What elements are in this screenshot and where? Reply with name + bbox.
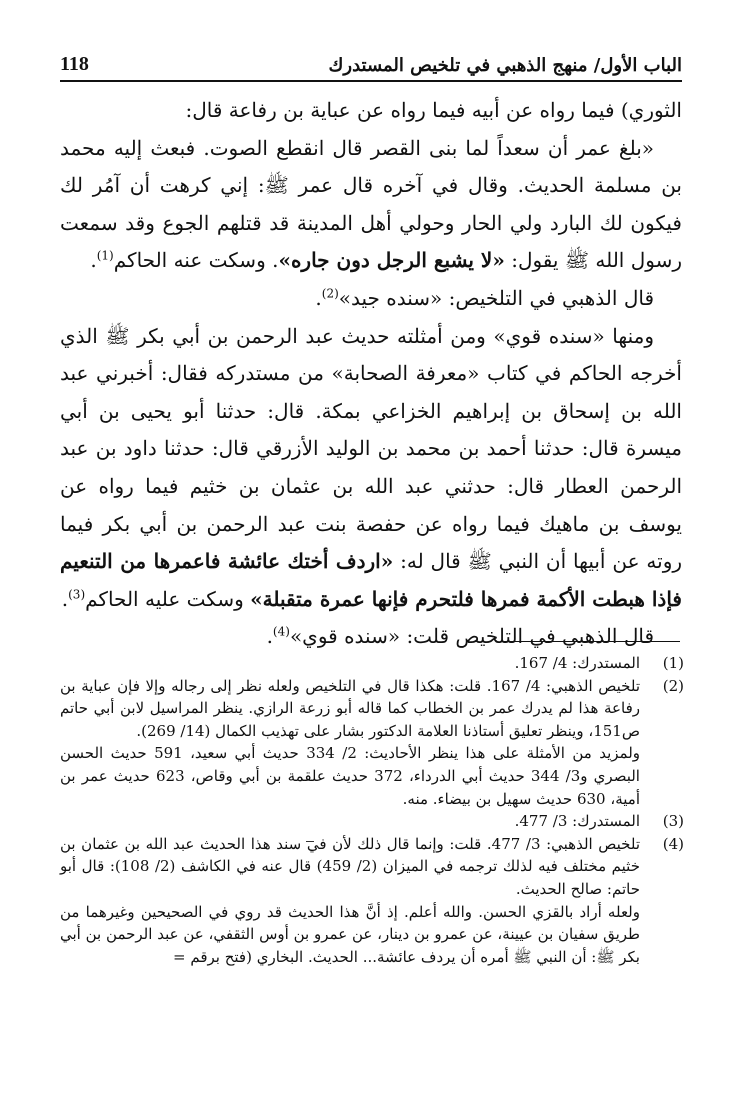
hadith-quote: «اردف أختك عائشة فاعمرها من التنعيم فإذا هبطت الأكمة فمرها فلتحرم فإنها عمرة متقبلة»	[60, 549, 682, 611]
paragraph-4: ومنها «سنده قوي» ومن أمثلته حديث عبد الرحمن بن أبي بكر ﷺ الذي أخرجه الحاكم في كتاب «معرفة الصحابة» من مستدركه فقال: أخبرني عبد الله بن إسحاق بن إبراهيم الخزاعي بمكة. قال: حدثنا أبو يحيى بن أبي ميسرة قال: حدثنا أحمد بن محمد بن الوليد الأزرقي قال: حدثنا داود بن عبد الرحمن العطار قال: حدثني عبد الله بن عثمان بن خثيم فيما رواه عن يوسف بن ماهيك فيما رواه عن حفصة بنت عبد الرحمن بن أبي بكر فيما روته عن أبيها أن النبي ﷺ قال له: «اردف أختك عائشة فاعمرها من التنعيم فإذا هبطت الأكمة فمرها فلتحرم فإنها عمرة متقبلة» وسكت عليه الحاكم$^{(3)}$.	[60, 323, 683, 611]
paragraph-2: «بلغ عمر أن سعداً لما بنى القصر قال انقطع الصوت. فبعث إليه محمد بن مسلمة الحديث. وقال في آخره قال عمر ﷺ: إني كرهت أن آمُر لك فيكون لك البارد ولي الحار وحولي أهل المدينة قد قتلهم الجوع وقد سمعت رسول الله ﷺ يقول: «لا يشبع الرجل دون جاره». وسكت عنه الحاكم$^{(1)}$.	[60, 135, 682, 273]
footnote-text: تلخيص الذهبي: 3/ 477. قلت: وإنما قال ذلك لأن في سند هذا الحديث عبد الله بن عثمان بن خثيم مختلف فيه لذلك ترجمه في الميزان (2/ 459) قال عنه في الكاشف (2/ 108): قال أبو حاتم: صالح الحديث.	[60, 834, 641, 898]
footnote-number: (4)	[662, 834, 684, 853]
running-title: الباب الأول/ منهج الذهبي في تلخيص المستدرك	[328, 55, 682, 76]
footnote-3	[60, 810, 684, 833]
page-header	[60, 42, 682, 82]
paragraph-1: الثوري) فيما رواه عن أبيه فيما رواه عن عباية بن رفاعة قال:	[185, 98, 682, 122]
footnote-ref-1: (1)	[96, 248, 114, 263]
page-number: 118	[60, 53, 89, 75]
footnote-number: (2)	[662, 676, 684, 695]
footnotes	[60, 652, 684, 968]
footnote-number: (3)	[662, 812, 684, 831]
footnote-text-continued: ولمزيد من الأمثلة على هذا ينظر الأحاديث: 2/ 334 حديث أبي سعيد، 591 حديث الحسن البصري و3/ 344 حديث أبي الدرداء، 372 حديث علقمة بن أبي وقاص، 623 حديث عمر بن أمية، 630 حديث سهيل بن بيضاء. منه.	[60, 744, 641, 808]
footnote-number: (1)	[662, 654, 684, 672]
footnote-text: المستدرك: 3/ 477.	[514, 812, 640, 831]
footnote-text: المستدرك: 4/ 167.	[514, 654, 640, 672]
footnote-ref-4: (4)	[272, 624, 290, 639]
footnote-divider	[500, 641, 680, 642]
footnote-text: تلخيص الذهبي: 4/ 167. قلت: هكذا قال في التلخيص ولعله نظر إلى رجاله وإلا فإن عباية بن رفاعة هذا لم يدرك عمر بن الخطاب كما قاله أبو زرعة الرازي. ينظر المراسيل لابن أبي حاتم ص151، وينظر تعليق أستاذنا العلامة الدكتور بشار على تهذيب الكمال (14/ 269).	[60, 676, 640, 740]
footnote-1	[60, 652, 684, 675]
stray-mark	[306, 841, 314, 842]
footnote-ref-2: (2)	[321, 286, 339, 301]
footnote-ref-3: (3)	[68, 587, 86, 602]
paragraph-5: قال الذهبي في التلخيص قلت: «سنده قوي»$^{(4)}$.	[266, 624, 654, 649]
paragraph-3: قال الذهبي في التلخيص: «سنده جيد»$^{(2)}$.	[315, 285, 654, 310]
hadith-quote: «لا يشبع الرجل دون جاره»	[278, 248, 505, 273]
footnote-text-continued: ولعله أراد بالقزي الحسن. والله أعلم. إذ أنَّ هذا الحديث قد روي في الصحيحين وغيرهما من طريق سفيان بن عيينة، عن عمرو بن دينار، عن عمرو بن أوس الثقفي، عن عبد الرحمن بن أبي بكر ﷺ: أن النبي ﷺ أمره أن يردف عائشة... الحديث. البخاري (فتح برقم =	[60, 902, 640, 966]
footnote-4	[60, 833, 684, 969]
footnote-2	[60, 675, 684, 811]
main-text	[60, 92, 682, 656]
